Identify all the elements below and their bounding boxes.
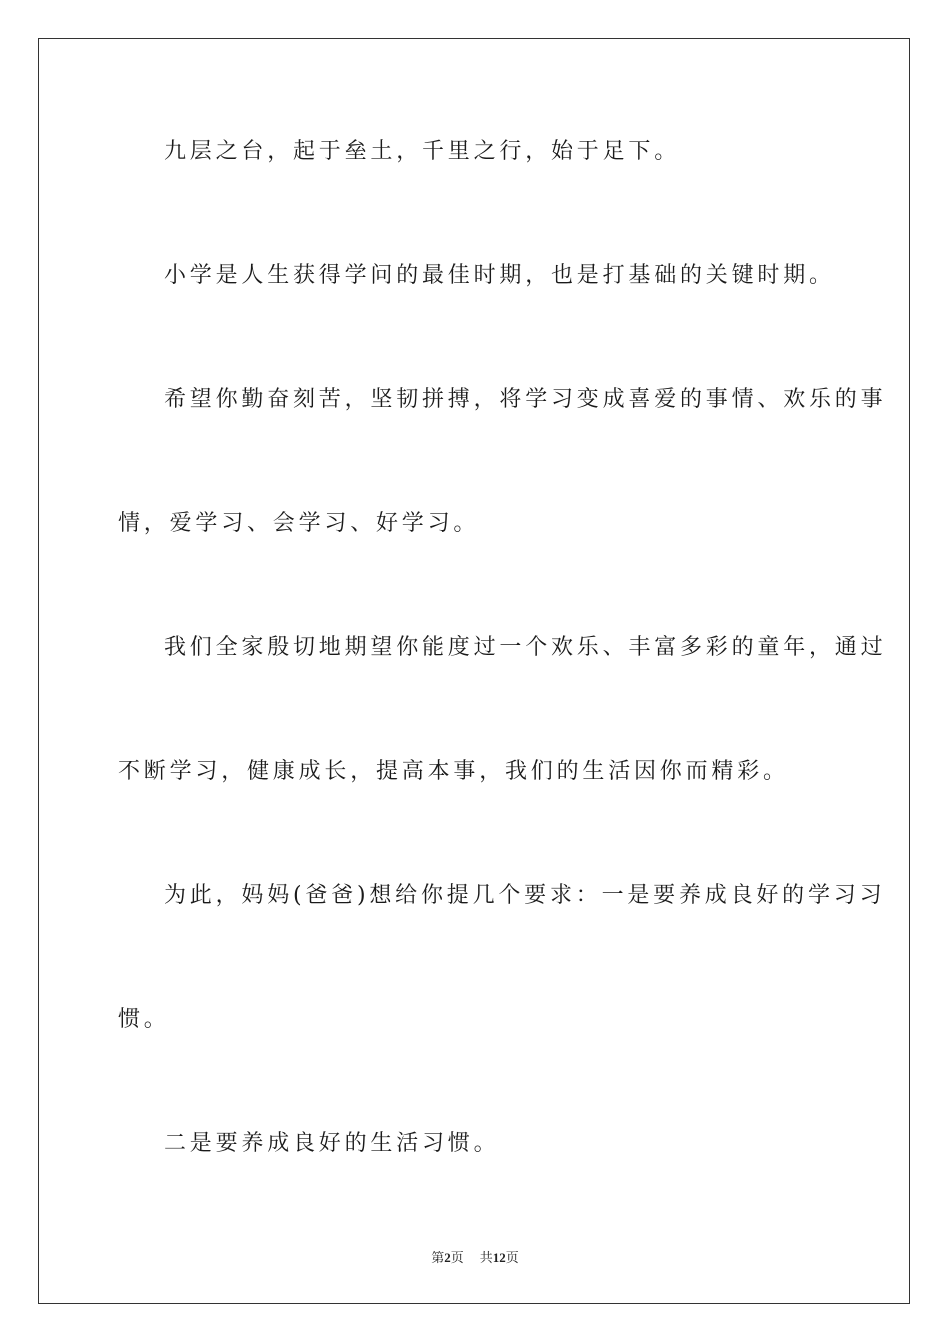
paragraph-line-1: 九层之台，起于垒土，千里之行，始于足下。 xyxy=(164,139,681,164)
footer-total-suffix: 页 xyxy=(505,1250,519,1265)
footer-total-number: 12 xyxy=(492,1250,506,1265)
paragraph-line-4: 情，爱学习、会学习、好学习。 xyxy=(118,511,480,536)
paragraph-line-3: 希望你勤奋刻苦，坚韧拼搏，将学习变成喜爱的事情、欢乐的事 xyxy=(164,387,887,412)
paragraph-line-2: 小学是人生获得学问的最佳时期，也是打基础的关键时期。 xyxy=(164,263,835,288)
footer-total-prefix: 共 xyxy=(479,1250,493,1265)
paragraph-line-6: 不断学习，健康成长，提高本事，我们的生活因你而精彩。 xyxy=(118,759,789,784)
paragraph-line-7: 为此，妈妈(爸爸)想给你提几个要求：一是要养成良好的学习习 xyxy=(164,883,886,908)
paragraph-line-9: 二是要养成良好的生活习惯。 xyxy=(164,1131,500,1156)
page-border xyxy=(38,38,910,1304)
paragraph-line-8: 惯。 xyxy=(118,1007,170,1032)
footer-page-number: 2 xyxy=(444,1250,451,1265)
footer-page-suffix: 页 xyxy=(450,1250,464,1265)
page-footer xyxy=(0,1247,950,1266)
footer-page-prefix: 第 xyxy=(431,1250,445,1265)
paragraph-line-5: 我们全家殷切地期望你能度过一个欢乐、丰富多彩的童年，通过 xyxy=(164,635,887,660)
